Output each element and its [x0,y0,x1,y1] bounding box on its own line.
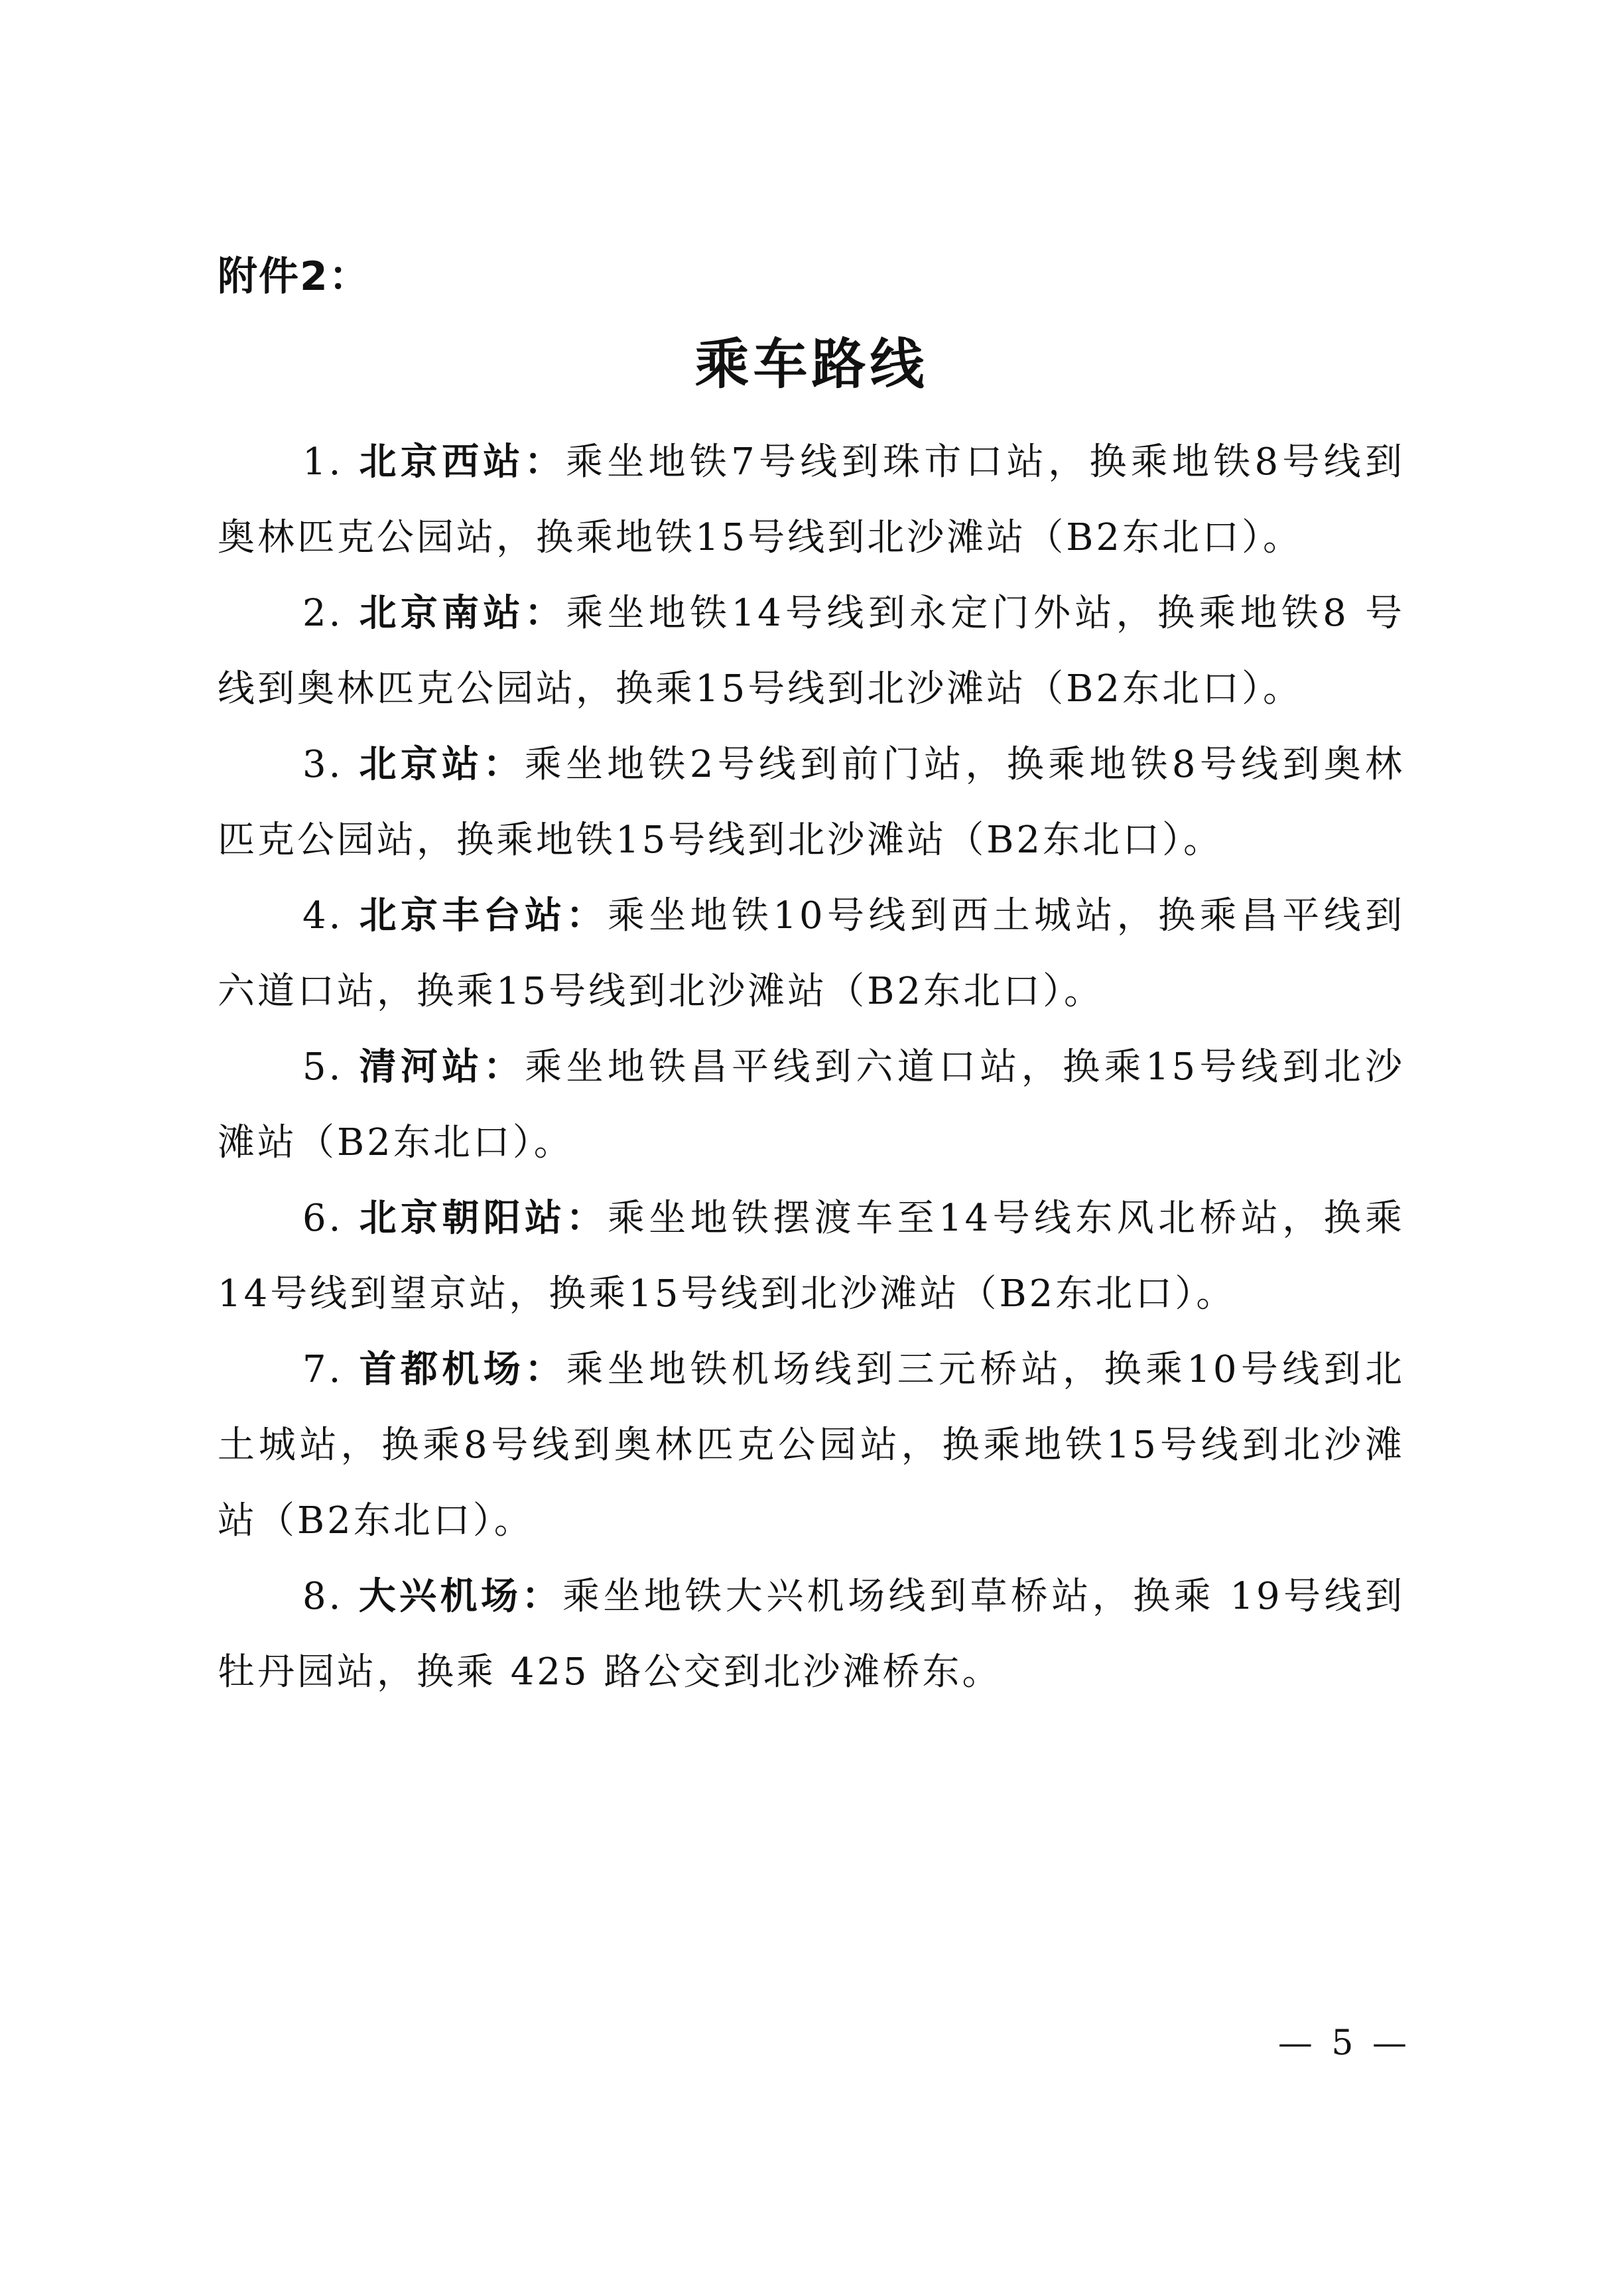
page-title: 乘车路线 [694,333,929,396]
route-item [218,576,1405,727]
route-station: 清河站： [359,1046,525,1089]
route-text: 乘坐地铁10号线到西土城站，换乘昌平线到六道口站，换乘15号线到北沙滩站（B2东北口）。 [218,894,1405,1013]
route-station: 北京朝阳站： [359,1197,608,1240]
route-number: 6. [302,1197,344,1240]
route-item [218,1332,1405,1559]
route-item [218,1181,1405,1332]
route-station: 大兴机场： [358,1575,562,1618]
route-number: 8. [302,1575,344,1618]
route-item [218,1030,1405,1181]
page-number: — 5 — [1277,2023,1411,2063]
route-number: 2. [302,592,344,635]
route-text: 乘坐地铁昌平线到六道口站，换乘15号线到北沙滩站（B2东北口）。 [218,1046,1405,1164]
route-item [218,1559,1405,1710]
route-station: 北京南站： [359,592,566,635]
route-text: 乘坐地铁7号线到珠市口站，换乘地铁8号线到奥林匹克公园站，换乘地铁15号线到北沙滩站（B2东北口）。 [218,440,1405,559]
route-text: 乘坐地铁大兴机场线到草桥站，换乘 19号线到牡丹园站，换乘 425 路公交到北沙滩桥东。 [218,1575,1405,1694]
route-text: 乘坐地铁机场线到三元桥站，换乘10号线到北土城站，换乘8号线到奥林匹克公园站，换乘地铁15号线到北沙滩站（B2东北口）。 [218,1348,1405,1542]
route-station: 北京西站： [359,440,566,484]
route-station: 首都机场： [359,1348,566,1391]
route-number: 7. [302,1348,344,1391]
route-text: 乘坐地铁2号线到前门站，换乘地铁8号线到奥林匹克公园站，换乘地铁15号线到北沙滩站（B2东北口）。 [218,743,1405,862]
route-station: 北京站： [359,743,525,786]
attachment-label: 附件2： [218,253,370,300]
route-list [218,425,1405,1710]
route-item [218,727,1405,878]
route-number: 3. [302,743,344,786]
route-text: 乘坐地铁14号线到永定门外站，换乘地铁8 号线到奥林匹克公园站，换乘15号线到北沙滩站（B2东北口）。 [218,592,1405,710]
route-number: 4. [302,894,344,937]
route-item [218,425,1405,576]
route-number: 5. [302,1046,344,1089]
route-text: 乘坐地铁摆渡车至14号线东风北桥站，换乘14号线到望京站，换乘15号线到北沙滩站（B2东北口）。 [218,1197,1405,1316]
route-item [218,878,1405,1030]
route-station: 北京丰台站： [359,894,608,937]
route-number: 1. [302,440,344,484]
